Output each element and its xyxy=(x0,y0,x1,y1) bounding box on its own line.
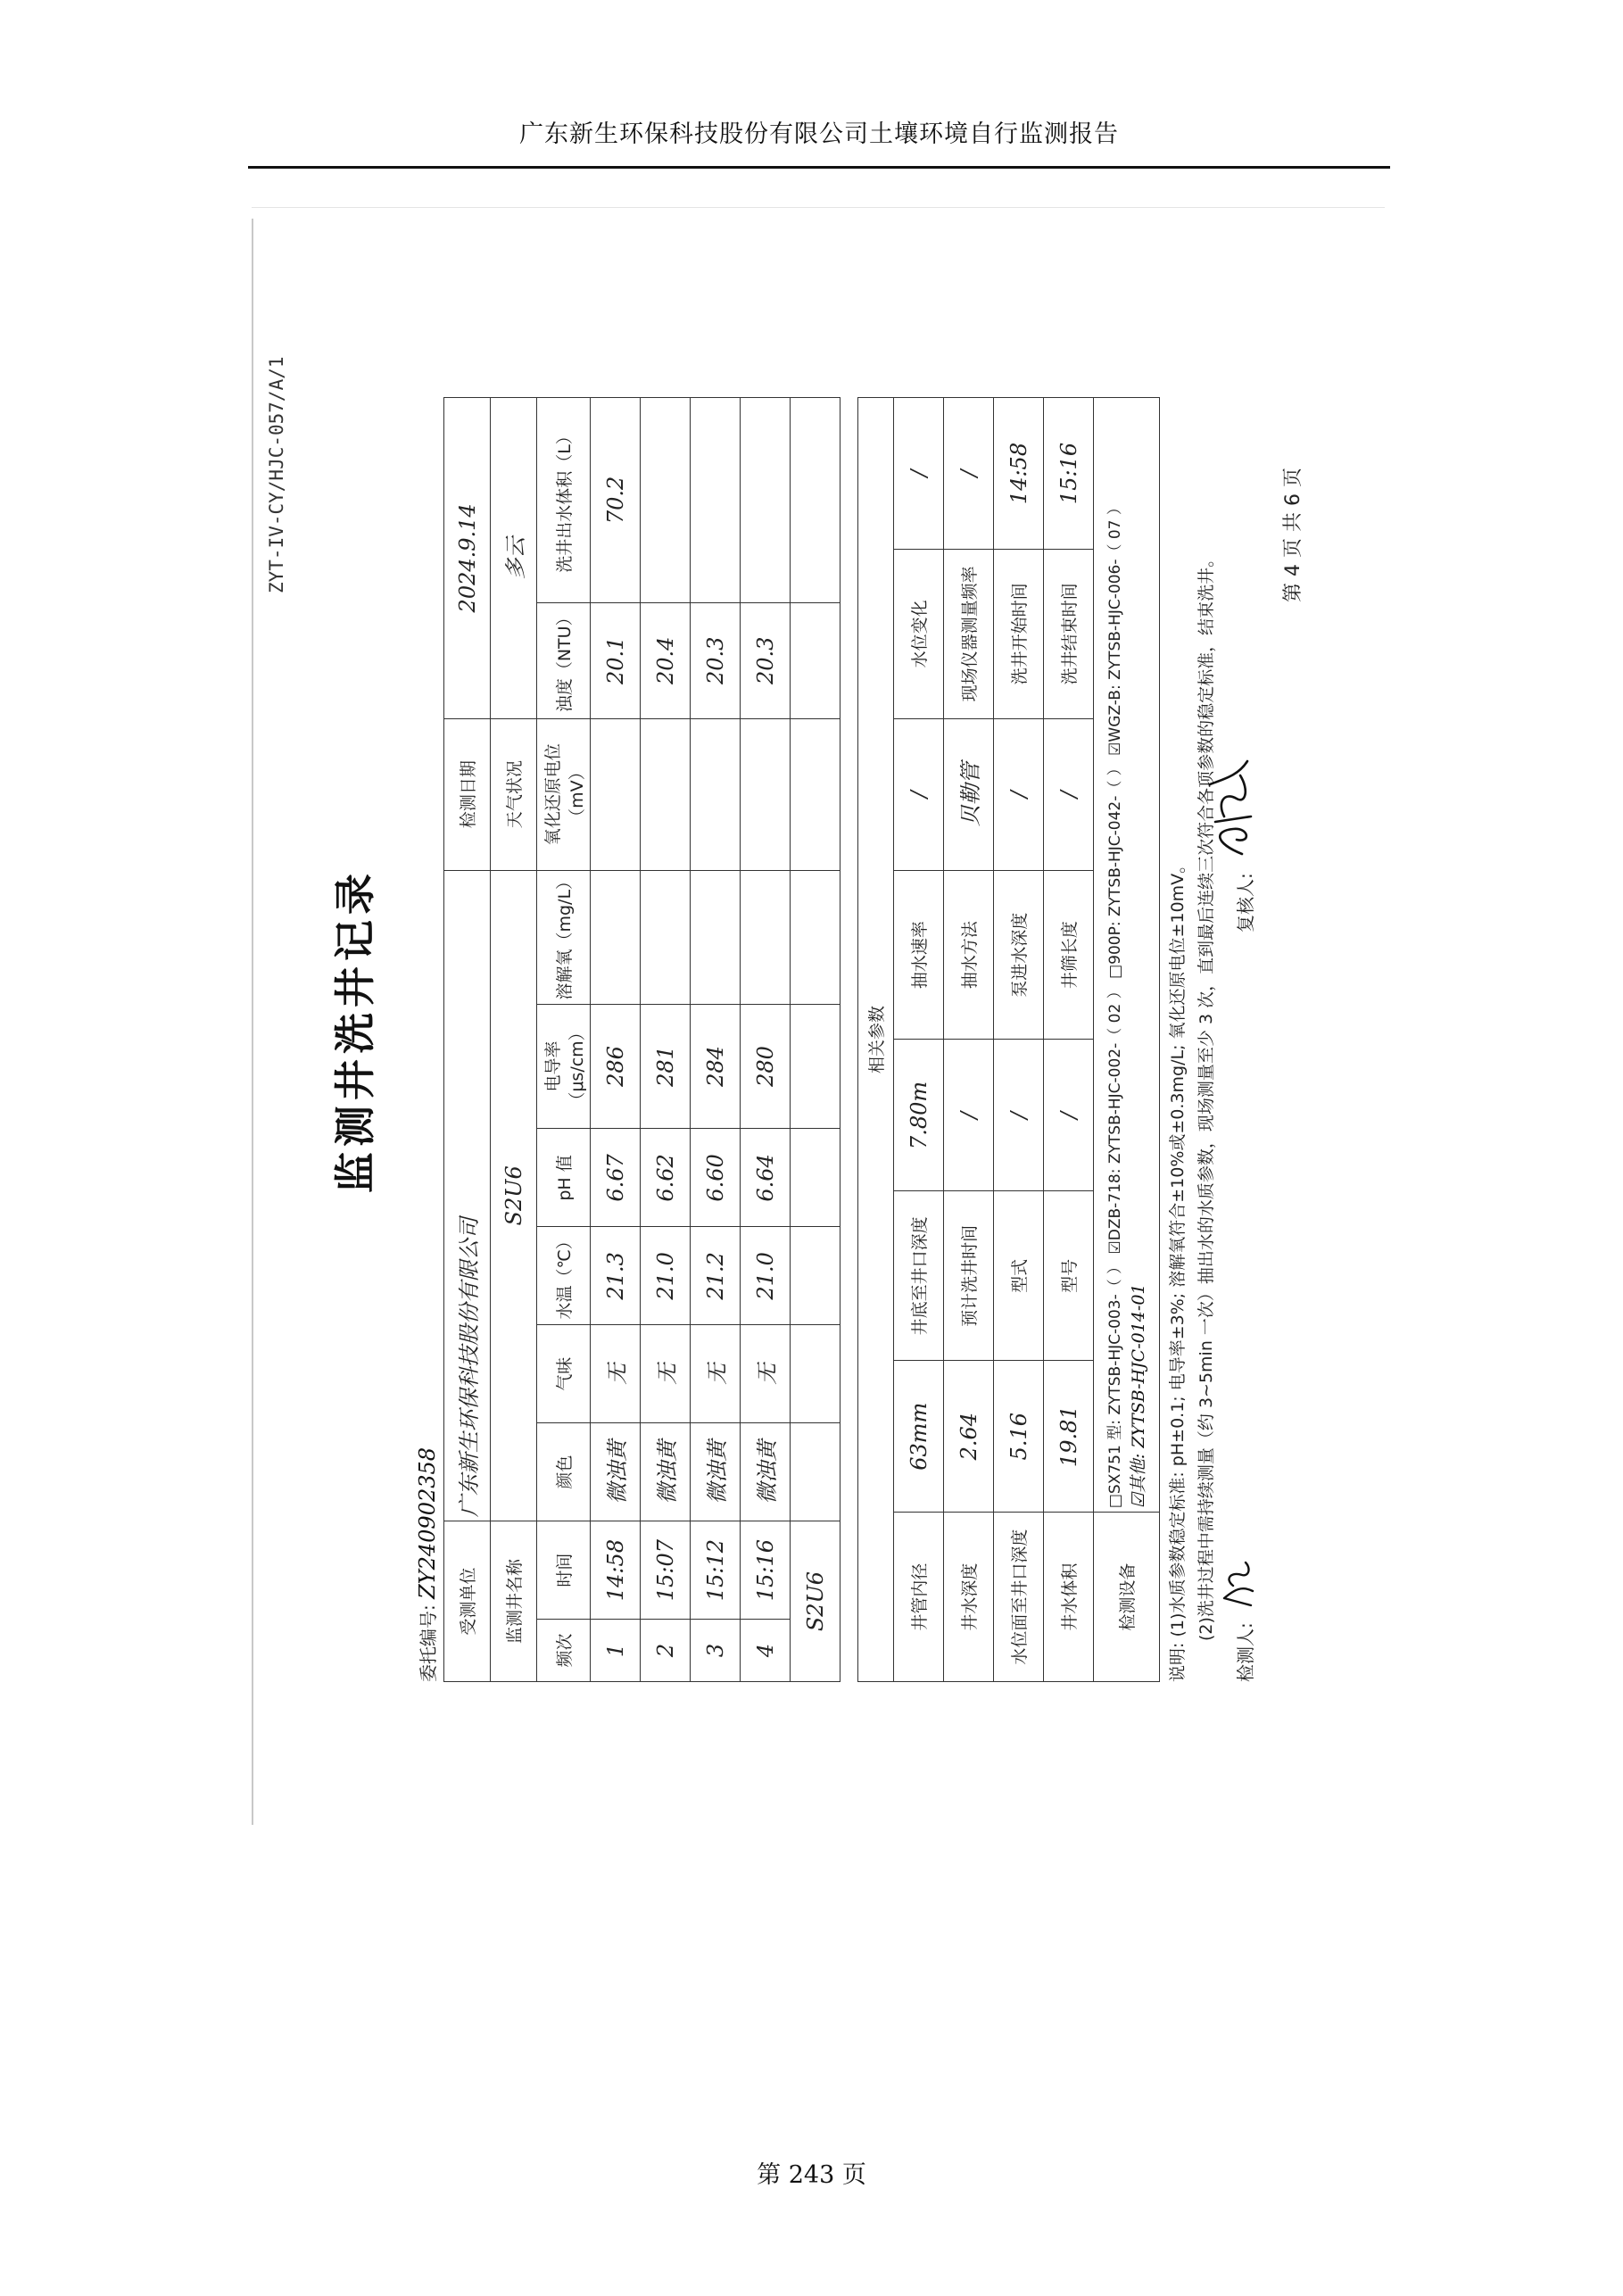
table-cell xyxy=(591,718,641,870)
table-cell xyxy=(641,870,691,1004)
table-cell: 无 xyxy=(741,1325,791,1423)
table-cell: 4 xyxy=(741,1620,791,1682)
rotated-form xyxy=(252,236,1358,1825)
test-date-value: 2024.9.14 xyxy=(444,398,491,719)
param-value: 14:58 xyxy=(994,398,1044,550)
note-2: (2)洗井过程中需持续测量（约 3~5min 一次）抽出水的水质参数，现场测量至少 3 次，直到最后连续三次符合各项参数的稳定标准，结束洗井。 xyxy=(1197,550,1216,1641)
table-cell xyxy=(591,870,641,1004)
params-row xyxy=(894,398,944,1682)
table-cell: 21.2 xyxy=(691,1227,741,1325)
param-label: 型号 xyxy=(1044,1191,1094,1361)
col-header: 时间 xyxy=(537,1521,591,1620)
col-header: 水温（℃） xyxy=(537,1227,591,1325)
well-name-value: S2U6 xyxy=(491,870,537,1521)
param-label: 水位变化 xyxy=(894,549,944,718)
table-row-extra xyxy=(791,398,840,1682)
commission-label: 委托编号: xyxy=(418,1604,439,1682)
param-value: 15:16 xyxy=(1044,398,1094,550)
test-date-label: 检测日期 xyxy=(444,718,491,870)
param-value: 5.16 xyxy=(994,1361,1044,1513)
table-cell xyxy=(791,398,840,603)
client-value: 广东新生环保科技股份有限公司 xyxy=(444,870,491,1521)
param-label: 型式 xyxy=(994,1191,1044,1361)
table-cell: 6.62 xyxy=(641,1129,691,1227)
table-cell xyxy=(791,1423,840,1521)
table-cell xyxy=(691,870,741,1004)
page-of-total: 第 4 页 共 6 页 xyxy=(1282,468,1304,602)
table-cell: 2 xyxy=(641,1620,691,1682)
table-cell: 280 xyxy=(741,1004,791,1129)
table-cell xyxy=(791,718,840,870)
related-params-table xyxy=(857,397,1160,1682)
param-label: 井水体积 xyxy=(1044,1513,1094,1682)
table-cell: 15:07 xyxy=(641,1521,691,1620)
note-1: 说明: (1)水质参数稳定标准: pH±0.1; 电导率±3%; 溶解氧符合±10%或±0.3mg/L; 氧化还原电位±10mV。 xyxy=(1168,856,1188,1682)
table-cell: 20.1 xyxy=(591,602,641,718)
param-value: / xyxy=(1044,718,1094,870)
col-header: 溶解氧（mg/L） xyxy=(537,870,591,1004)
param-value: / xyxy=(994,718,1044,870)
col-header: 颜色 xyxy=(537,1423,591,1521)
reviewer-signature xyxy=(1197,754,1260,861)
client-row xyxy=(444,398,491,1682)
param-value: 63mm xyxy=(894,1361,944,1513)
equipment-line-1: □SX751 型: ZYTSB-HJC-003-（ ） ☑DZB-718: ZYTSB-HJC-002-（ 02 ） □900P: ZYTSB-HJC-042-（ ） ☑WGZ-B: ZYTSB-HJC-006-（ 07 ） xyxy=(1105,500,1124,1509)
param-label: 洗井开始时间 xyxy=(994,549,1044,718)
equipment-value xyxy=(1094,398,1160,1513)
table-cell: 6.60 xyxy=(691,1129,741,1227)
param-label: 井水深度 xyxy=(944,1513,994,1682)
table-cell: 281 xyxy=(641,1004,691,1129)
table-row xyxy=(591,398,641,1682)
well-name-label: 监测井名称 xyxy=(491,1521,537,1682)
table-cell: 3 xyxy=(691,1620,741,1682)
params-row xyxy=(944,398,994,1682)
param-label: 井管内径 xyxy=(894,1513,944,1682)
form-title: 监测井洗井记录 xyxy=(331,868,379,1193)
params-row xyxy=(994,398,1044,1682)
col-header: 频次 xyxy=(537,1620,591,1682)
table-cell xyxy=(691,398,741,603)
params-title: 相关参数 xyxy=(858,398,894,1682)
param-value: / xyxy=(944,1040,994,1191)
table-cell xyxy=(691,718,741,870)
table-cell xyxy=(741,398,791,603)
table-cell: 286 xyxy=(591,1004,641,1129)
params-title-row xyxy=(858,398,894,1682)
param-label: 泵进水深度 xyxy=(994,870,1044,1040)
table-cell: 20.3 xyxy=(741,602,791,718)
param-label: 现场仪器测量频率 xyxy=(944,549,994,718)
table-cell xyxy=(791,1004,840,1129)
equipment-line-2: ☑其他: ZYTSB-HJC-014-01 xyxy=(1128,1283,1148,1509)
table-cell: 无 xyxy=(641,1325,691,1423)
equipment-label: 检测设备 xyxy=(1094,1513,1160,1682)
table-row xyxy=(691,398,741,1682)
form-document-code: ZYT-IV-CY/HJC-057/A/1 xyxy=(266,356,287,593)
param-value: 19.81 xyxy=(1044,1361,1094,1513)
col-header: 氧化还原电位（mV） xyxy=(537,718,591,870)
table-cell: 微浊黄 xyxy=(741,1423,791,1521)
table-row xyxy=(641,398,691,1682)
well-name-row xyxy=(491,398,537,1682)
table-cell: 14:58 xyxy=(591,1521,641,1620)
weather-label: 天气状况 xyxy=(491,718,537,870)
param-value: / xyxy=(944,398,994,550)
col-header: 气味 xyxy=(537,1325,591,1423)
report-header-title: 广东新生环保科技股份有限公司土壤环境自行监测报告 xyxy=(519,120,1119,148)
table-cell: 21.3 xyxy=(591,1227,641,1325)
param-label: 井筛长度 xyxy=(1044,870,1094,1040)
table-cell: 15:16 xyxy=(741,1521,791,1620)
table-header-row xyxy=(537,398,591,1682)
scan-edge-top xyxy=(252,207,1385,208)
tester-signature xyxy=(1215,1557,1260,1611)
param-label: 水位面至井口深度 xyxy=(994,1513,1044,1682)
table-cell: 21.0 xyxy=(741,1227,791,1325)
reviewer-line xyxy=(1231,873,1257,932)
weather-value: 多云 xyxy=(491,398,537,719)
param-value: / xyxy=(894,718,944,870)
param-label: 预计洗井时间 xyxy=(944,1191,994,1361)
table-cell xyxy=(741,718,791,870)
table-cell: 无 xyxy=(591,1325,641,1423)
page-number-footer: 第 243 页 xyxy=(757,2161,866,2189)
table-row xyxy=(741,398,791,1682)
table-cell: 1 xyxy=(591,1620,641,1682)
table-cell: 21.0 xyxy=(641,1227,691,1325)
col-header: 电导率（μs/cm） xyxy=(537,1004,591,1129)
param-value: / xyxy=(894,398,944,550)
col-header: pH 值 xyxy=(537,1129,591,1227)
equipment-row xyxy=(1094,398,1160,1682)
params-row xyxy=(1044,398,1094,1682)
client-label: 受测单位 xyxy=(444,1521,491,1682)
table-cell xyxy=(791,1325,840,1423)
param-value: 贝勒管 xyxy=(944,718,994,870)
table-cell: 微浊黄 xyxy=(691,1423,741,1521)
table-cell xyxy=(791,870,840,1004)
tester-line xyxy=(1231,1622,1257,1682)
table-cell xyxy=(791,1129,840,1227)
param-value: / xyxy=(1044,1040,1094,1191)
table-cell: 6.67 xyxy=(591,1129,641,1227)
col-header: 浊度（NTU） xyxy=(537,602,591,718)
param-label: 抽水方法 xyxy=(944,870,994,1040)
param-label: 抽水速率 xyxy=(894,870,944,1040)
commission-number xyxy=(414,1447,440,1682)
header-divider xyxy=(248,166,1390,169)
reviewer-label: 复核人: xyxy=(1235,873,1256,932)
param-value: / xyxy=(994,1040,1044,1191)
param-value: 7.80m xyxy=(894,1040,944,1191)
extra-row-well-id: S2U6 xyxy=(791,1521,840,1682)
table-cell xyxy=(791,602,840,718)
table-cell xyxy=(641,398,691,603)
table-cell: 微浊黄 xyxy=(591,1423,641,1521)
table-cell xyxy=(641,718,691,870)
notes-block xyxy=(1163,397,1221,1682)
table-cell: 20.3 xyxy=(691,602,741,718)
col-header: 洗井出水体积（L） xyxy=(537,398,591,603)
param-value: 2.64 xyxy=(944,1361,994,1513)
table-cell: 284 xyxy=(691,1004,741,1129)
commission-value: ZY240902358 xyxy=(415,1446,440,1599)
table-cell: 70.2 xyxy=(591,398,641,603)
table-cell: 20.4 xyxy=(641,602,691,718)
table-cell xyxy=(741,870,791,1004)
param-label: 井底至井口深度 xyxy=(894,1191,944,1361)
table-cell: 6.64 xyxy=(741,1129,791,1227)
param-label: 洗井结束时间 xyxy=(1044,549,1094,718)
table-cell: 15:12 xyxy=(691,1521,741,1620)
table-cell xyxy=(791,1227,840,1325)
tester-label: 检测人: xyxy=(1235,1622,1256,1682)
table-cell: 微浊黄 xyxy=(641,1423,691,1521)
well-washing-table xyxy=(443,397,840,1682)
table-cell: 无 xyxy=(691,1325,741,1423)
